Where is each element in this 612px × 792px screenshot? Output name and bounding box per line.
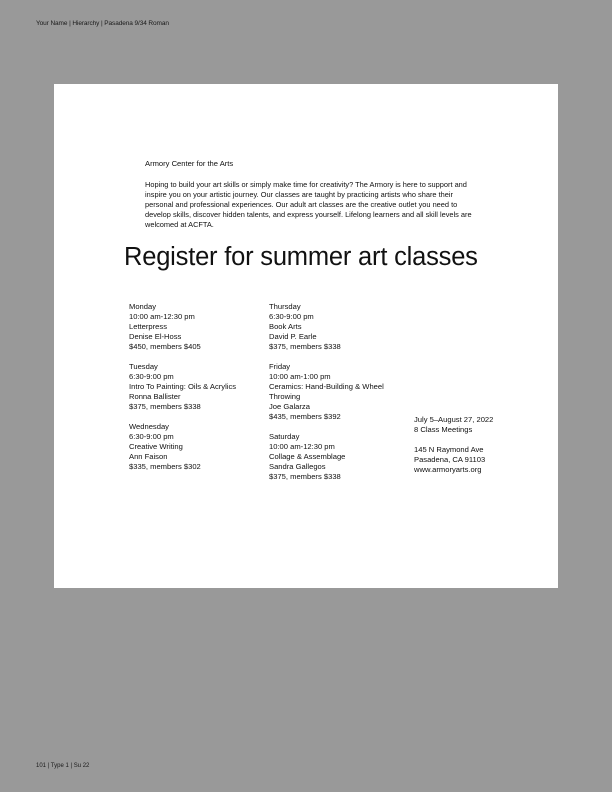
class-price: $335, members $302 bbox=[129, 462, 201, 471]
class-time: 6:30-9:00 pm bbox=[269, 312, 314, 321]
running-header: Your Name | Hierarchy | Pasadena 9/34 Roman bbox=[36, 20, 169, 27]
address-street: 145 N Raymond Ave bbox=[414, 445, 484, 454]
class-price: $375, members $338 bbox=[129, 402, 201, 411]
intro-paragraph: Hoping to build your art skills or simply make time for creativity? The Armory is here to support and inspire you on your artistic journey. Our classes are taught by practicing artists who share their personal and professional experiences. Our adult art classes are the creative outlet you need to develop skills, discover hidden talents, and express yourself. Lifelong learners and all skill levels are welcomed at ACFTA. bbox=[145, 180, 472, 229]
class-column-right bbox=[269, 302, 409, 492]
class-time: 10:00 am-1:00 pm bbox=[269, 372, 331, 381]
event-dates: July 5–August 27, 2022 bbox=[414, 415, 494, 424]
class-teacher: Denise El-Hoss bbox=[129, 332, 182, 341]
class-teacher: David P. Earle bbox=[269, 332, 317, 341]
class-time: 10:00 am-12:30 pm bbox=[129, 312, 195, 321]
class-entry-saturday bbox=[269, 432, 409, 482]
class-day: Saturday bbox=[269, 432, 300, 441]
class-day: Wednesday bbox=[129, 422, 169, 431]
class-teacher: Ann Faison bbox=[129, 452, 168, 461]
class-title: Book Arts bbox=[269, 322, 302, 331]
page-footer: 101 | Type 1 | Su 22 bbox=[36, 763, 90, 769]
class-title: Collage & Assemblage bbox=[269, 452, 346, 461]
class-day: Tuesday bbox=[129, 362, 158, 371]
class-title: Creative Writing bbox=[129, 442, 183, 451]
class-price: $435, members $392 bbox=[269, 412, 341, 421]
class-price: $450, members $405 bbox=[129, 342, 201, 351]
class-price: $375, members $338 bbox=[269, 472, 341, 481]
class-price: $375, members $338 bbox=[269, 342, 341, 351]
class-entry-friday bbox=[269, 362, 409, 422]
class-title: Ceramics: Hand-Building & Wheel Throwing bbox=[269, 382, 384, 401]
event-info bbox=[414, 415, 524, 475]
organization-name: Armory Center for the Arts bbox=[145, 159, 234, 168]
class-entry-tuesday bbox=[129, 362, 264, 412]
class-entry-monday bbox=[129, 302, 264, 352]
class-day: Monday bbox=[129, 302, 157, 311]
class-title: Intro To Painting: Oils & Acrylics bbox=[129, 382, 237, 391]
class-day: Friday bbox=[269, 362, 291, 371]
class-teacher: Joe Galarza bbox=[269, 402, 310, 411]
class-time: 10:00 am-12:30 pm bbox=[269, 442, 335, 451]
poster-page bbox=[54, 84, 558, 588]
event-meetings: 8 Class Meetings bbox=[414, 425, 473, 434]
website-link: www.armoryarts.org bbox=[414, 465, 482, 474]
class-day: Thursday bbox=[269, 302, 301, 311]
class-column-left bbox=[129, 302, 264, 482]
class-title: Letterpress bbox=[129, 322, 167, 331]
class-teacher: Ronna Ballister bbox=[129, 392, 181, 401]
headline: Register for summer art classes bbox=[124, 243, 478, 271]
class-entry-wednesday bbox=[129, 422, 264, 472]
class-time: 6:30-9:00 pm bbox=[129, 432, 174, 441]
class-teacher: Sandra Gallegos bbox=[269, 462, 326, 471]
class-time: 6:30-9:00 pm bbox=[129, 372, 174, 381]
class-entry-thursday bbox=[269, 302, 409, 352]
address-city: Pasadena, CA 91103 bbox=[414, 455, 486, 464]
